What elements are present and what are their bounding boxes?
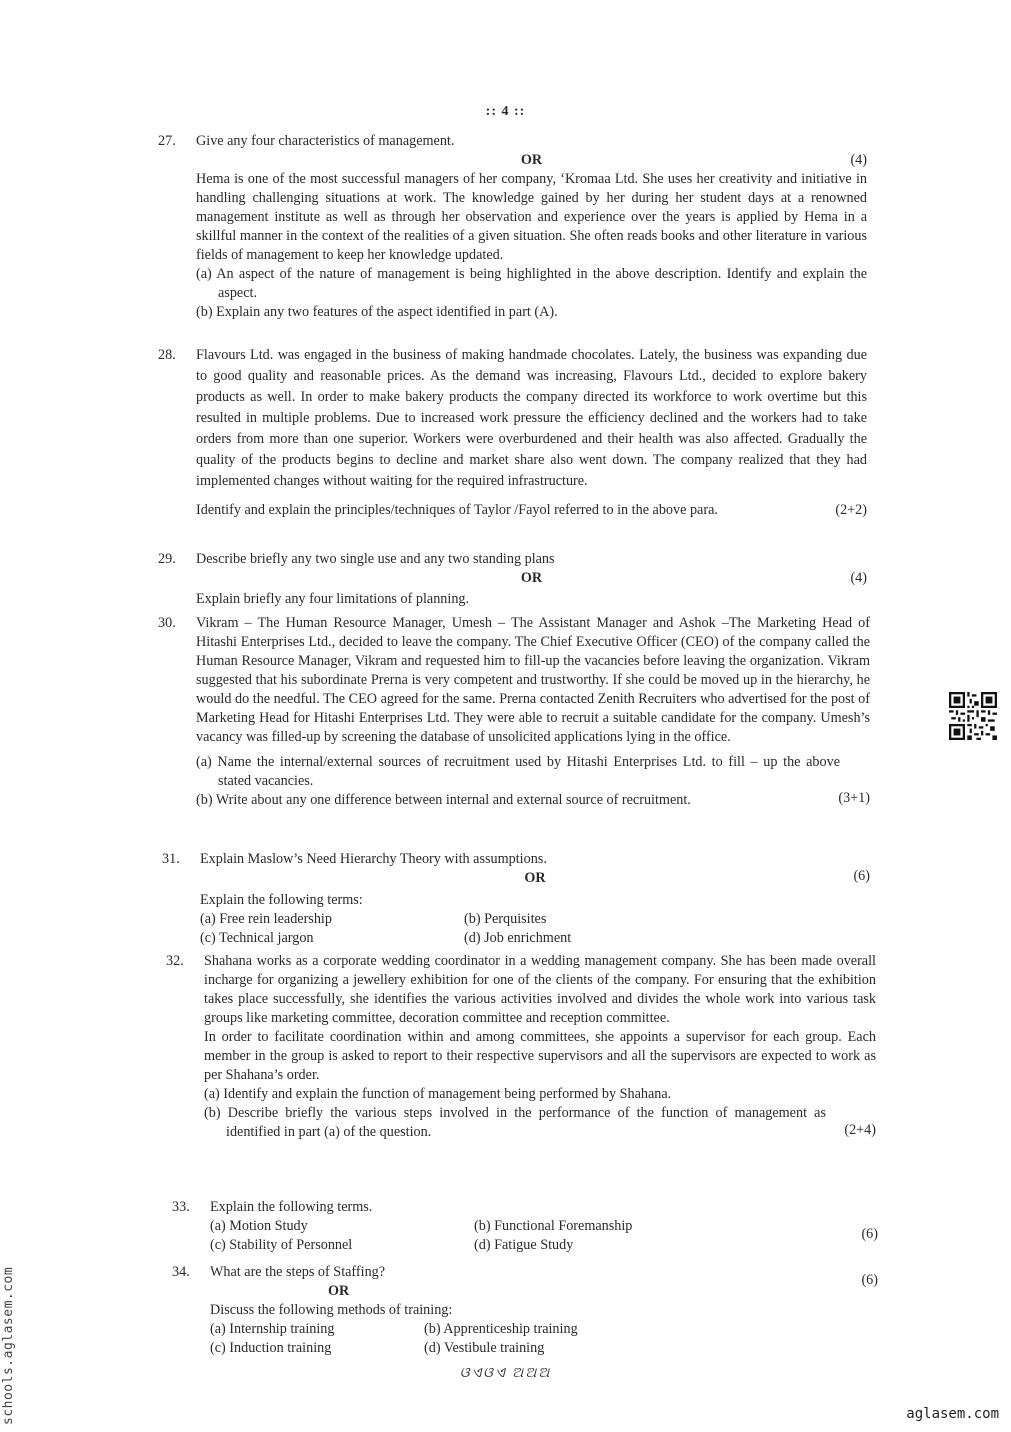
question-text: Describe briefly any two single use and any two standing plans: [196, 551, 555, 567]
part-a: (a) Name the internal/external sources of recruitment used by Hitashi Enterprises Ltd. to fill – up the above stated vacancies.: [196, 754, 840, 789]
question-29: [158, 550, 867, 609]
question-number: 33.: [172, 1199, 190, 1215]
question-31: [162, 850, 870, 948]
question-28: [158, 345, 867, 521]
question-30: [158, 614, 870, 810]
marks: (4): [850, 570, 867, 586]
site-watermark: aglasem.com: [906, 1406, 999, 1422]
part-b: (b) Explain any two features of the aspect identified in part (A).: [196, 304, 558, 320]
case-text-2: In order to facilitate coordination within and among committees, she appoints a supervisor for each group. Each member in the group is asked to report to their respective supervisors and all the supervisors are expected to work as per Shahana’s order.: [204, 1029, 876, 1083]
term: (d) Vestibule training: [424, 1340, 545, 1356]
question-text: Explain Maslow’s Need Hierarchy Theory with assumptions.: [200, 851, 547, 867]
case-text: Flavours Ltd. was engaged in the business of making handmade chocolates. Lately, the business was expanding due to good quality and reasonable prices. As the demand was increasing, Flavours Ltd., decided to explore bakery products as well. In order to make bakery products the company directed its workforce to work overtime but this resulted in multiple problems. Due to increased work pressure the efficiency declined and the workers had to take orders from more than one superior. Workers were overburdened and their health was also affected. Gradually the quality of the products begins to decline and market share also went down. The company realized that they had implemented changes without waiting for the required infrastructure.: [196, 347, 867, 489]
terms-list: [200, 910, 870, 948]
part-b: (b) Write about any one difference between internal and external source of recruitment.: [196, 792, 691, 808]
term: (b) Apprenticeship training: [424, 1321, 578, 1337]
or-label: OR: [520, 152, 543, 168]
qr-code-icon: [949, 692, 997, 740]
marks: (3+1): [838, 790, 870, 806]
question-number: 27.: [158, 133, 176, 149]
question-text: Identify and explain the principles/techniques of Taylor /Fayol referred to in the above para.: [196, 502, 718, 518]
question-number: 28.: [158, 347, 176, 363]
case-text: Hema is one of the most successful managers of her company, ‘Kromaa Ltd. She uses her creativity and initiative in handling challenging situations at work. The knowledge gained by her during her student days at a renowned management institute as well as through her observation and experience over the years is applied by Hema in a skillful manner in the context of the realities of a given situation. She often reads books and other literature in various fields of management to keep her knowledge updated.: [196, 171, 867, 263]
terms-list: [210, 1217, 878, 1255]
case-text: Shahana works as a corporate wedding coordinator in a wedding management company. She has been made overall incharge for organizing a jewellery exhibition for one of the clients of the company. For ensuring that the exhibition takes place successfully, she identifies the various activities involved and divides the whole work into various task groups like marketing committee, decoration committee and reception committee.: [204, 953, 876, 1026]
term: (d) Job enrichment: [464, 930, 572, 946]
or-label: OR: [524, 870, 546, 886]
question-text: What are the steps of Staffing?: [210, 1264, 386, 1280]
term: (a) Free rein leadership: [200, 911, 332, 927]
question-number: 34.: [172, 1264, 190, 1280]
part-b: (b) Describe briefly the various steps involved in the performance of the function of management as identified in part (a) of the question.: [204, 1105, 826, 1140]
question-33: [172, 1198, 878, 1255]
term: (b) Perquisites: [464, 911, 547, 927]
term: (a) Internship training: [210, 1321, 335, 1337]
marks: (6): [861, 1226, 878, 1242]
terms-list: [210, 1320, 878, 1358]
question-number: 30.: [158, 615, 176, 631]
term: (a) Motion Study: [210, 1218, 308, 1234]
marks: (2+4): [844, 1122, 876, 1138]
part-a: (a) Identify and explain the function of management being performed by Shahana.: [204, 1086, 672, 1102]
or-label: OR: [328, 1283, 350, 1299]
case-text: Vikram – The Human Resource Manager, Umesh – The Assistant Manager and Ashok –The Marketing Head of Hitashi Enterprises Ltd., decided to leave the company. The Chief Executive Officer (CEO) of the company called the Human Resource Manager, Vikram and requested him to fill-up the vacancies before leaving the organization. Vikram suggested that his subordinate Prerna is very competent and trustworthy. If she could be moved up in the hierarchy, he would do the needful. The CEO agreed for the same. Prerna contacted Zenith Recruiters who advertised for the post of Marketing Head for Hitashi Enterprises Ltd. They were able to recruit a suitable candidate for the company. Umesh’s vacancy was filled-up by screening the database of unsolicited applications lying in the office.: [196, 615, 870, 745]
question-34: [172, 1263, 878, 1358]
term: (c) Technical jargon: [200, 930, 314, 946]
part-a: (a) An aspect of the nature of management is being highlighted in the above description. Identify and explain the aspect.: [196, 266, 867, 301]
question-32: [166, 952, 876, 1142]
side-watermark: schools.aglasem.com: [1, 1266, 16, 1425]
question-number: 31.: [162, 851, 180, 867]
term: (d) Fatigue Study: [474, 1237, 574, 1253]
marks: (6): [853, 868, 870, 884]
marks: (2+2): [835, 502, 867, 518]
marks: (4): [850, 152, 867, 168]
marks: (6): [861, 1272, 878, 1288]
question-number: 29.: [158, 551, 176, 567]
page-number: :: 4 ::: [485, 104, 526, 119]
question-number: 32.: [166, 953, 184, 969]
question-text: Explain the following terms.: [210, 1199, 373, 1215]
alt-intro: Discuss the following methods of training:: [210, 1302, 453, 1318]
question-27: [158, 132, 867, 322]
term: (b) Functional Foremanship: [474, 1218, 633, 1234]
alt-question: Explain briefly any four limitations of planning.: [196, 591, 470, 607]
footer-scribble: ଓଏଓଏ ଅଅଅ: [459, 1366, 552, 1381]
question-text: Give any four characteristics of management.: [196, 133, 455, 149]
term: (c) Induction training: [210, 1340, 332, 1356]
term: (c) Stability of Personnel: [210, 1237, 353, 1253]
or-label: OR: [520, 570, 543, 586]
alt-intro: Explain the following terms:: [200, 892, 363, 908]
